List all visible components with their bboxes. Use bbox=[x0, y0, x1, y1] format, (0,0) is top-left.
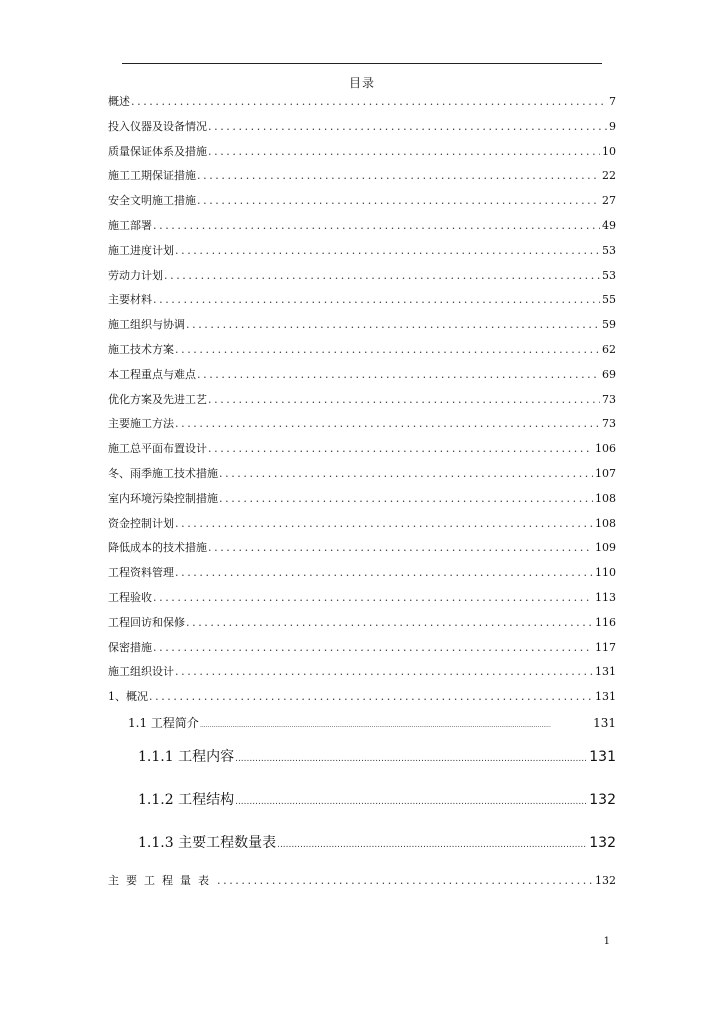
toc-entry[interactable]: 本工程重点与难点 ..... 69 bbox=[108, 363, 616, 388]
toc-entry[interactable]: 劳动力计划 ..... 53 bbox=[108, 264, 616, 289]
toc-entry[interactable]: 保密措施 ..... 117 bbox=[108, 636, 616, 661]
toc-entry[interactable]: 室内环境污染控制措施 ..... 108 bbox=[108, 487, 616, 512]
toc-entry[interactable]: 优化方案及先进工艺 ..... 73 bbox=[108, 388, 616, 413]
toc-entry[interactable]: 安全文明施工措施 ..... 27 bbox=[108, 189, 616, 214]
toc-entry[interactable]: 主要材料 ..... 55 bbox=[108, 288, 616, 313]
toc-title: 目录 bbox=[348, 76, 375, 90]
toc-sub-entry[interactable]: 1.1 工程简介 ..... 131 bbox=[108, 710, 616, 736]
toc-entry[interactable]: 降低成本的技术措施 ..... 109 bbox=[108, 536, 616, 561]
toc-entry[interactable]: 冬、雨季施工技术措施 ..... 107 bbox=[108, 462, 616, 487]
toc-entry[interactable]: 1、概况 ..... 131 bbox=[108, 685, 616, 710]
toc-sub-sub-entry[interactable]: 1.1.1 工程内容 ..... 131 bbox=[108, 736, 616, 779]
toc-sub-sub-entry[interactable]: 1.1.2 工程结构 ..... 132 bbox=[108, 779, 616, 822]
toc-entry[interactable]: 施工技术方案 ..... 62 bbox=[108, 338, 616, 363]
toc-entry[interactable]: 工程回访和保修 ..... 116 bbox=[108, 611, 616, 636]
toc-entry[interactable]: 投入仪器及设备情况 ..... 9 bbox=[108, 115, 616, 140]
toc-entry[interactable]: 施工工期保证措施 ..... 22 bbox=[108, 164, 616, 189]
toc-entry[interactable]: 概述 ..... 7 bbox=[108, 90, 616, 115]
toc-entry[interactable]: 施工组织与协调 ..... 59 bbox=[108, 313, 616, 338]
toc-entry[interactable]: 工程验收 ..... 113 bbox=[108, 586, 616, 611]
toc-entry[interactable]: 资金控制计划 ..... 108 bbox=[108, 512, 616, 537]
header-rule bbox=[122, 63, 602, 64]
toc-entry[interactable]: 主要施工方法 ..... 73 bbox=[108, 412, 616, 437]
toc-entry[interactable]: 施工部署 ..... 49 bbox=[108, 214, 616, 239]
toc-entry[interactable]: 施工组织设计 ..... 131 bbox=[108, 660, 616, 685]
toc-entry[interactable]: 质量保证体系及措施 ..... 10 bbox=[108, 140, 616, 165]
toc-sub-sub-entry[interactable]: 1.1.3 主要工程数量表 ..... 132 bbox=[108, 822, 616, 865]
page-number: 1 bbox=[603, 936, 610, 947]
toc-entry[interactable]: 施工总平面布置设计 ..... 106 bbox=[108, 437, 616, 462]
table-of-contents bbox=[108, 90, 616, 894]
toc-entry[interactable]: 施工进度计划 ..... 53 bbox=[108, 239, 616, 264]
toc-entry[interactable]: 工程资料管理 ..... 110 bbox=[108, 561, 616, 586]
toc-entry[interactable]: 主要工程量表 ..... 132 bbox=[108, 869, 616, 894]
